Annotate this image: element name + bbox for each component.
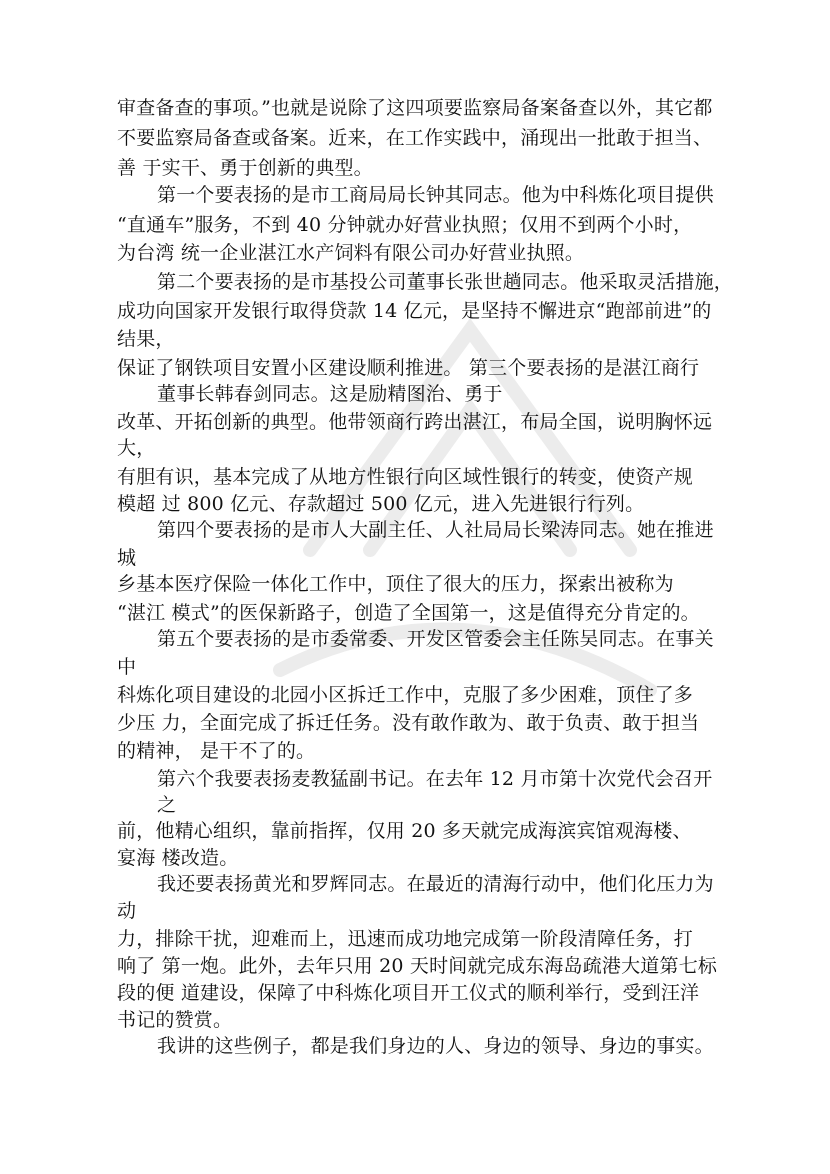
text-line: 动 [117,900,137,922]
paragraph-first-line: 第四个要表扬的是市人大副主任、人社局局长梁涛同志。她在推进 [157,519,714,541]
text-line: “直通车”服务，不到 40 分钟就办好营业执照；仅用不到两个小时， [117,214,693,236]
text-line: 力，排除干扰，迎难而上，迅速而成功地完成第一阶段清障任务，打 [117,928,694,950]
text-line: 宴海 楼改造。 [117,847,239,869]
text-line: 为台湾 统一企业湛江水产饲料有限公司办好营业执照。 [117,242,585,264]
text-line: 中 [117,656,137,678]
paragraph-first-line: 第二个要表扬的是市基投公司董事长张世趟同志。他采取灵活措施， [157,271,734,293]
paragraph-first-line: 第一个要表扬的是市工商局局长钟其同志。他为中科炼化项目提供 [157,184,714,206]
text-line: 城 [117,547,137,569]
text-line: 前，他精心组织，靠前指挥，仅用 20 多天就完成海滨宾馆观海楼、 [117,820,692,842]
text-line: 保证了钢铁项目安置小区建设顺利推进。 第三个要表扬的是湛江商行 [117,357,700,379]
text-line: 之 [157,794,177,816]
paragraph-first-line: 第五个要表扬的是市委常委、开发区管委会主任陈吴同志。在事关 [157,628,714,650]
text-line: 科炼化项目建设的北园小区拆迁工作中，克服了多少困难，顶住了多 [117,684,694,706]
text-line: 结果， [117,328,175,350]
text-line: 改革、开拓创新的典型。他带领商行跨出湛江，布局全国，说明胸怀远 [117,411,713,433]
text-line: “湛江 模式”的医保新路子，创造了全国第一，这是值得充分肯定的。 [117,602,700,624]
text-line: 善 于实干、勇于创新的典型。 [117,157,373,179]
text-line: 审查备查的事项。”也就是说除了这四项要监察局备案备查以外，其它都 [117,97,713,119]
text-line: 成功向国家开发银行取得贷款 14 亿元，是坚持不懈进京“跑部前进”的 [117,300,712,322]
paragraph-first-line: 我还要表扬黄光和罗辉同志。在最近的清海行动中，他们化压力为 [157,873,714,895]
paragraph-first-line: 第六个我要表扬麦教猛副书记。在去年 12 月市第十次党代会召开 [157,768,713,790]
text-line: 段的便 道建设，保障了中科炼化项目开工仪式的顺利举行，受到汪洋 [117,982,700,1004]
text-line: 少压 力，全面完成了拆迁任务。没有敢作敢为、敢于负责、敢于担当 [117,712,700,734]
text-line: 大， [117,437,156,459]
text-line: 书记的赞赏。 [117,1009,233,1031]
text-line: 响了 第一炮。此外，去年只用 20 天时间就完成东海岛疏港大道第七标 [117,955,718,977]
paragraph-first-line: 我讲的这些例子，都是我们身边的人、身边的领导、身边的事实。 [157,1035,714,1057]
text-line: 董事长韩春剑同志。这是励精图治、勇于 [157,383,503,405]
text-line: 乡基本医疗保险一体化工作中，顶住了很大的压力，探索出被称为 [117,573,674,595]
text-line: 不要监察局备查或备案。近来，在工作实践中，涌现出一批敢于担当、 [117,127,713,149]
text-line: 模超 过 800 亿元、存款超过 500 亿元，进入先进银行行列。 [117,493,645,515]
text-line: 的精神， 是干不了的。 [117,740,316,762]
text-line: 有胆有识，基本完成了从地方性银行向区域性银行的转变，使资产规 [117,466,694,488]
